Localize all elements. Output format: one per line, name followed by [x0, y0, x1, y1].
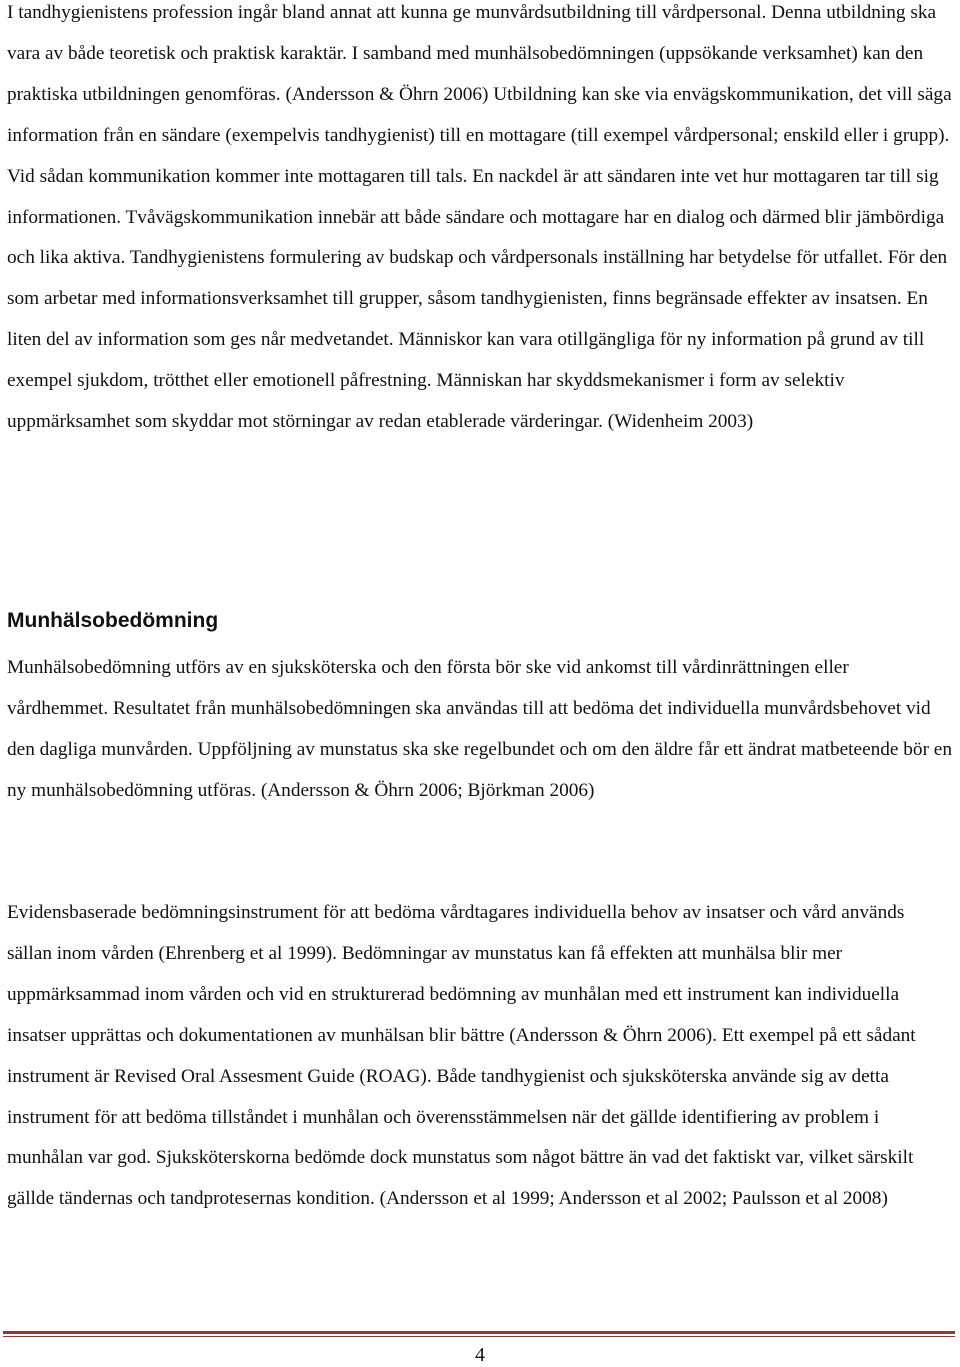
footer-rule-thin [3, 1336, 955, 1337]
body-paragraph-instruments: Evidensbaserade bedömningsinstrument för att bedöma vårdtagares individuella behov av insatser och vård används sällan inom vården (Ehrenberg et al 1999). Bedömningar av munstatus kan få effekten att munhälsa blir mer uppmärksammad inom vården och vid en strukturerad bedömning av munhålan med ett instrument kan individuella insatser upprättas och dokumentationen av munhälsan blir bättre (Andersson & Öhrn 2006). Ett exempel på ett sådant instrument är Revised Oral Assesment Guide (ROAG). Både tandhygienist och sjuksköterska använde sig av detta instrument för att bedöma tillståndet i munhålan och överensstämmelsen när det gällde identifiering av problem i munhålan var god. Sjuksköterskorna bedömde dock munstatus som något bättre än vad det faktiskt var, vilket särskilt gällde tändernas och tandprotesernas kondition. (Andersson et al 1999; Andersson et al 2002; Paulsson et al 2008) [7, 902, 916, 1210]
footer-rule [3, 1331, 955, 1334]
page-number: 4 [475, 1344, 485, 1366]
section-heading: Munhälsobedömning [7, 609, 219, 632]
body-paragraph-intro: I tandhygienistens profession ingår bland annat att kunna ge munvårdsutbildning till vårdpersonal. Denna utbildning ska vara av både teoretisk och praktisk karaktär. I samband med munhälsobedömningen (uppsökande verksamhet) kan den praktiska utbildningen genomföras. (Andersson & Öhrn 2006) Utbildning kan ske via envägskommunikation, det vill säga information från en sändare (exempelvis tandhygienist) till en mottagare (till exempel vårdpersonal; enskild eller i grupp). Vid sådan kommunikation kommer inte mottagaren till tals. En nackdel är att sändaren inte vet hur mottagaren tar till sig informationen. Tvåvägskommunikation innebär att både sändare och mottagare har en dialog och därmed blir jämbördiga och lika aktiva. Tandhygienistens formulering av budskap och vårdpersonals inställning har betydelse för utfallet. För den som arbetar med informationsverksamhet till grupper, såsom tandhygienisten, finns begränsade effekter av insatsen. En liten del av information som ges når medvetandet. Människor kan vara otillgängliga för ny information på grund av till exempel sjukdom, trötthet eller emotionell påfrestning. Människan har skyddsmekanismer i form av selektiv uppmärksamhet som skyddar mot störningar av redan etablerade värderingar. (Widenheim 2003) [7, 2, 952, 433]
body-paragraph-assessment: Munhälsobedömning utförs av en sjuksköterska och den första bör ske vid ankomst till vårdinrättningen eller vårdhemmet. Resultatet från munhälsobedömningen ska användas till att bedöma det individuella munvårdsbehovet vid den dagliga munvården. Uppföljning av munstatus ska ske regelbundet och om den äldre får ett ändrat matbeteende bör en ny munhälsobedömning utföras. (Andersson & Öhrn 2006; Björkman 2006) [7, 657, 953, 801]
document-page [7, 0, 953, 1367]
